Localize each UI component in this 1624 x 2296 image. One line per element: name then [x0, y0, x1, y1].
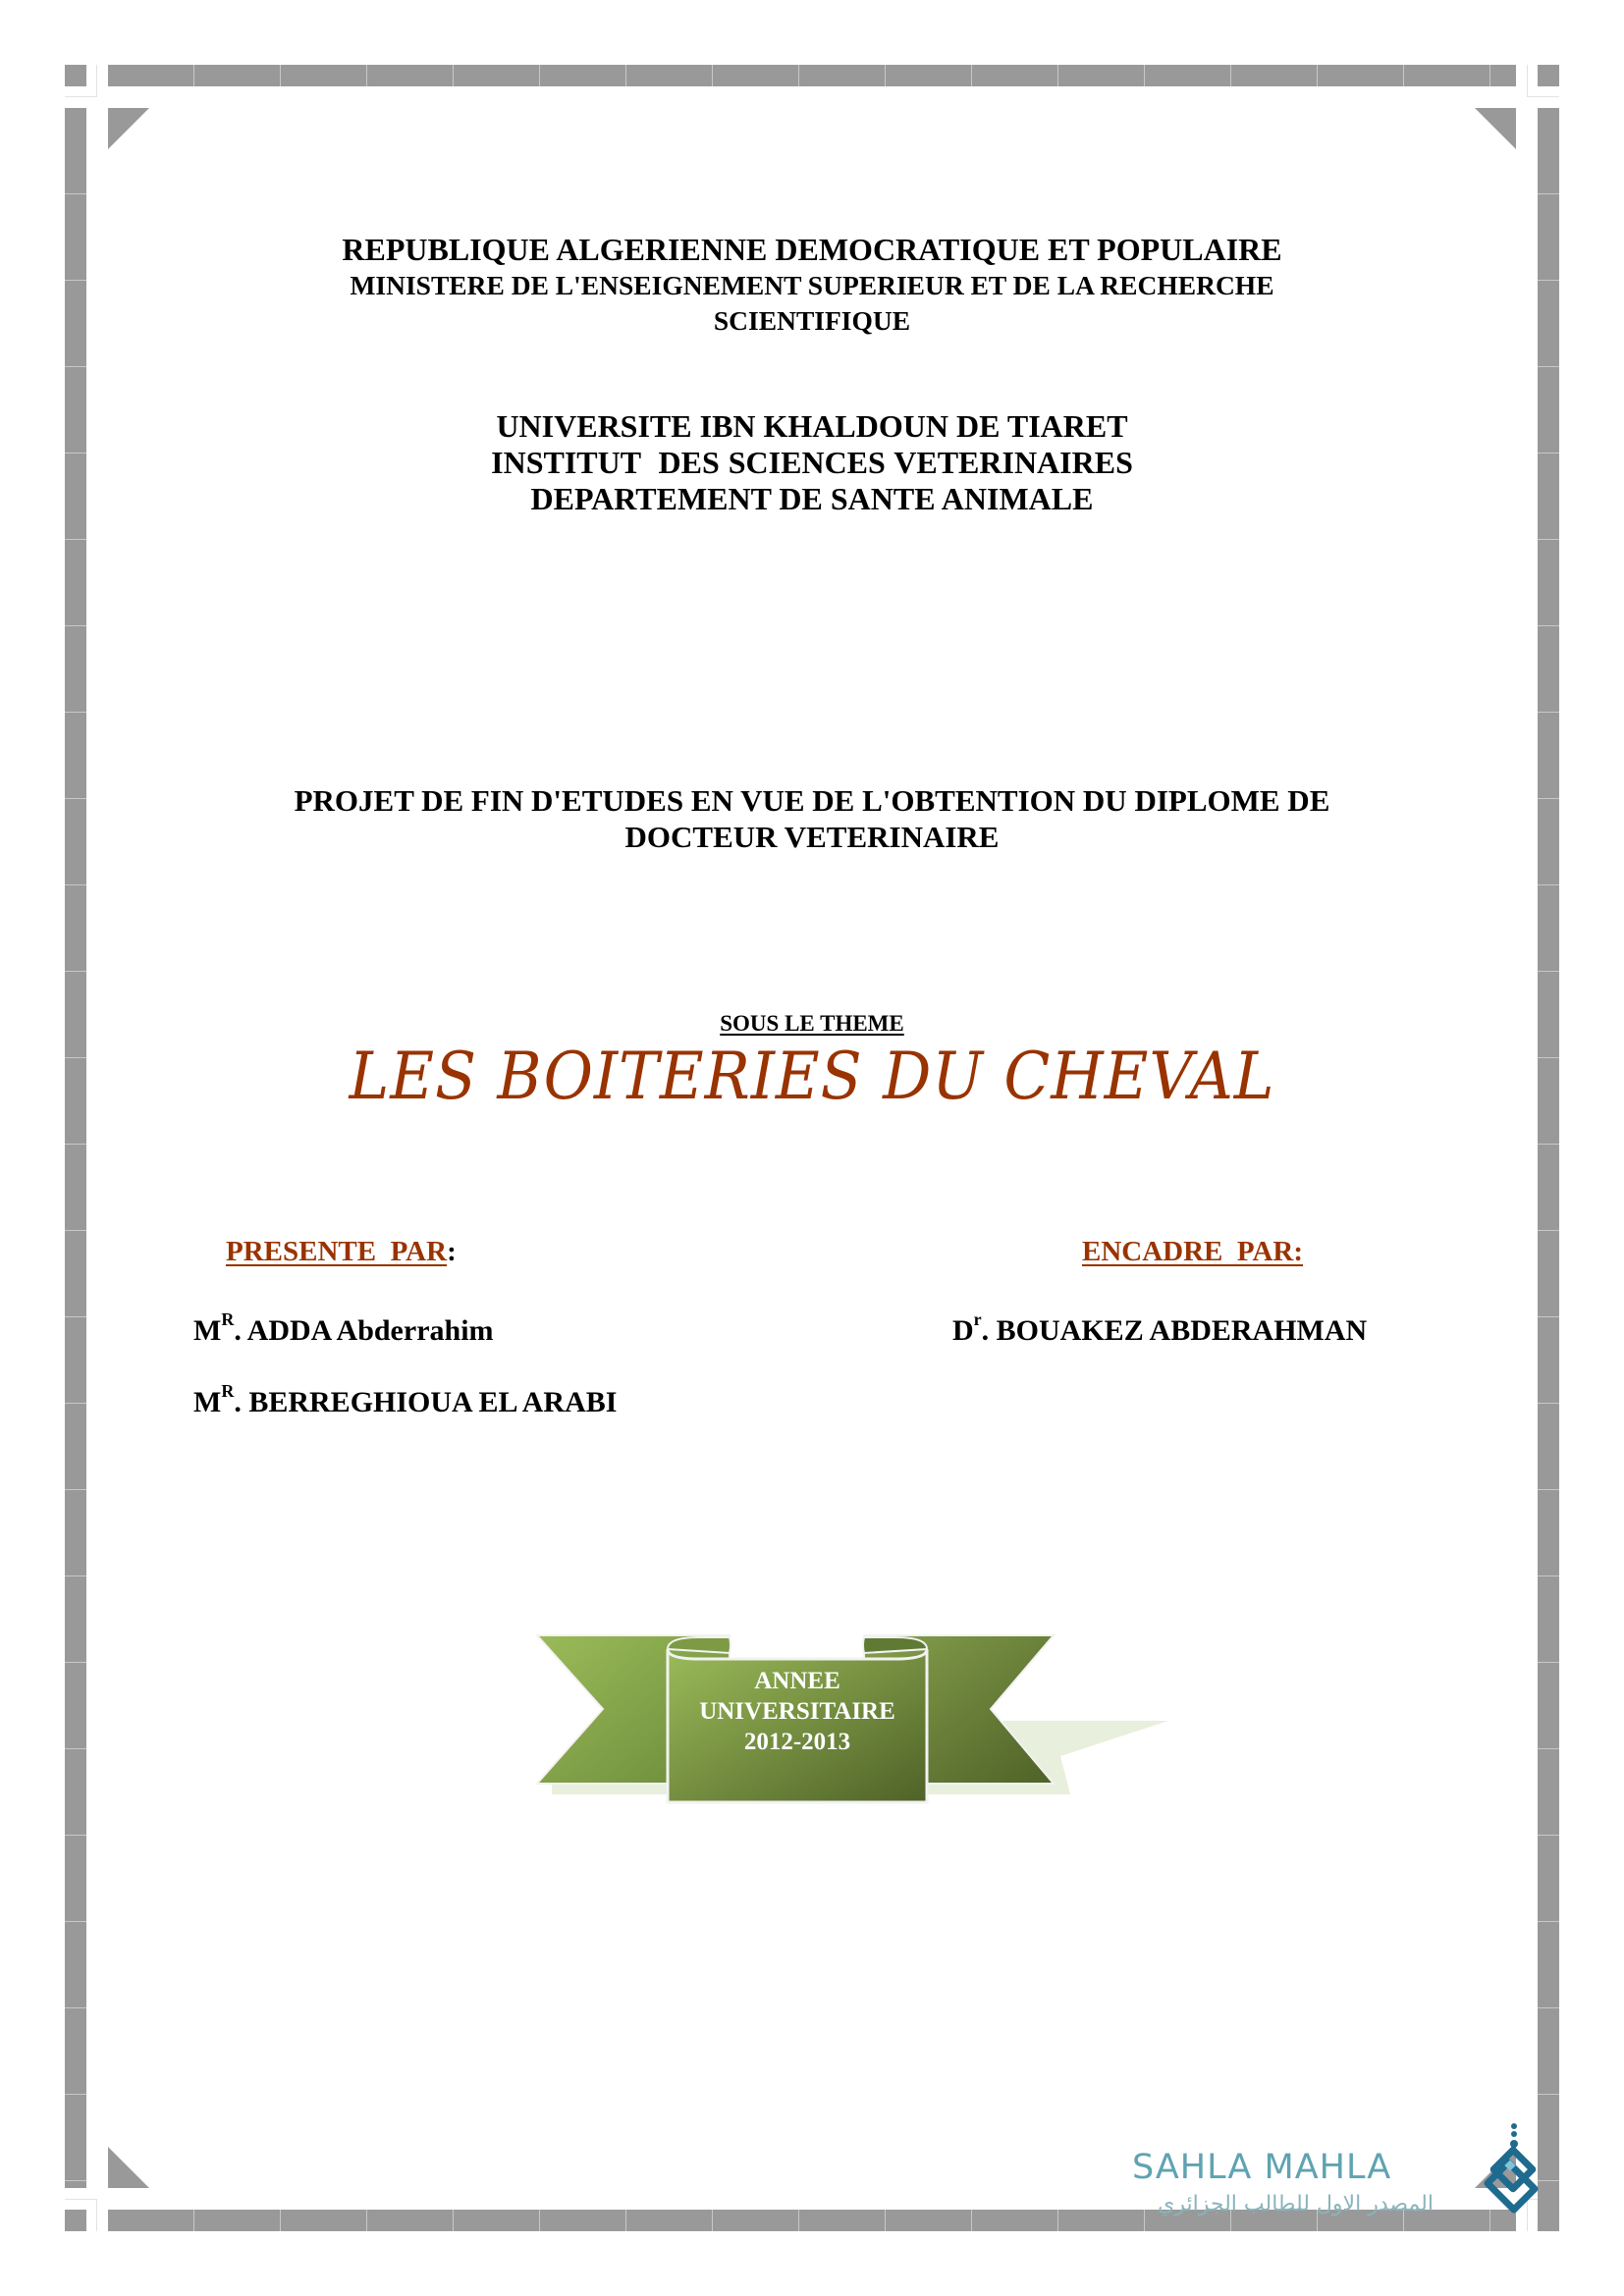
student-1-title-sup: R [221, 1309, 235, 1329]
presented-by-colon: : [447, 1236, 457, 1267]
project-description-line-2: DOCTEUR VETERINAIRE [624, 820, 1000, 854]
supervisor-name: . BOUAKEZ ABDERAHMAN [981, 1314, 1368, 1347]
student-2-title: M [193, 1386, 222, 1418]
supervised-by-heading [1082, 1236, 1303, 1268]
academic-year-line-3: 2012-2013 [743, 1729, 851, 1755]
watermark-brand: SAHLA MAHLA [1132, 2148, 1392, 2187]
presented-by-label: PRESENTE PAR [226, 1236, 448, 1267]
student-1 [193, 1309, 494, 1348]
student-1-title: M [193, 1314, 222, 1347]
corner-line-top-right [1527, 65, 1559, 97]
student-2-name: . BERREGHIOUA EL ARABI [234, 1386, 618, 1418]
corner-triangle-top-left [108, 108, 149, 149]
presented-by-heading [226, 1236, 457, 1268]
ministry-line-2: SCIENTIFIQUE [713, 305, 911, 336]
corner-triangle-top-right [1475, 108, 1516, 149]
theme-label-text: SOUS LE THEME [720, 1011, 904, 1036]
institute-name: INSTITUT DES SCIENCES VETERINAIRES [491, 445, 1133, 480]
supervisor-title-sup: r [973, 1309, 982, 1329]
supervised-by-label: ENCADRE PAR: [1082, 1236, 1304, 1267]
republic-title: REPUBLIQUE ALGERIENNE DEMOCRATIQUE ET POPULAIRE [342, 232, 1282, 267]
student-1-name: . ADDA Abderrahim [234, 1314, 494, 1347]
project-description-line-1: PROJET DE FIN D'ETUDES EN VUE DE L'OBTENTION DU DIPLOME DE [294, 783, 1330, 818]
theme-label [0, 1011, 1624, 1037]
corner-line-top-left [65, 65, 97, 97]
supervisor [952, 1309, 1368, 1348]
corner-triangle-bottom-left [108, 2147, 149, 2188]
thesis-title: LES BOITERIES DU CHEVAL [349, 1039, 1275, 1114]
corner-line-bottom-left [65, 2199, 97, 2231]
academic-year-line-1: ANNEE [754, 1668, 840, 1694]
academic-year-line-2: UNIVERSITAIRE [699, 1698, 895, 1725]
border-top [108, 65, 1516, 86]
student-2 [193, 1381, 618, 1419]
ministry-line-1: MINISTERE DE L'ENSEIGNEMENT SUPERIEUR ET DE LA RECHERCHE [350, 270, 1274, 300]
academic-year-text [668, 1666, 927, 1757]
department-name: DEPARTEMENT DE SANTE ANIMALE [530, 481, 1094, 516]
supervisor-title: D [952, 1314, 974, 1347]
university-name: UNIVERSITE IBN KHALDOUN DE TIARET [496, 408, 1128, 444]
student-2-title-sup: R [221, 1381, 235, 1401]
watermark-tagline: المصدر الاول للطالب الجزائري [1158, 2192, 1434, 2216]
calligraphy-emblem-icon [1481, 2120, 1547, 2218]
